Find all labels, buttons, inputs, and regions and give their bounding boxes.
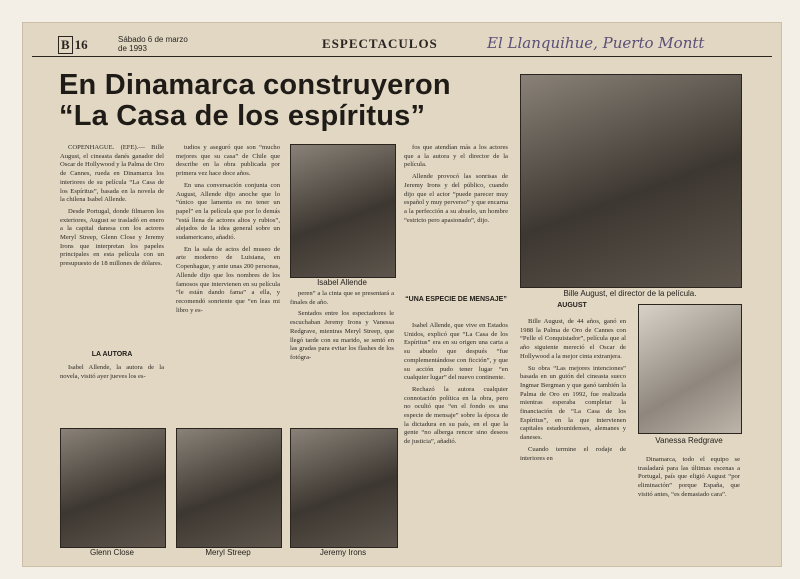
subhead-la-autora: LA AUTORA — [91, 351, 133, 358]
page-letter: B — [58, 36, 73, 54]
article-column-6 — [638, 456, 740, 503]
article-column-3 — [290, 290, 394, 366]
photo-bille-august — [520, 74, 742, 288]
article-paragraph: Isabel Allende, que vive en Estados Unidos, explicó que “La Casa de los Espíritus” era en su origen una carta a su abuelo que después “fue complementándose con ficción”, y que su acción pudo tener lugar “en cualquier lugar” del nuevo continente. — [404, 322, 508, 382]
page-number — [58, 36, 88, 54]
article-paragraph: Dinamarca, todo el equipo se trasladará para las últimas escenas a Portugal, país que eligió August “por eliminación” porque España, que visitó antes, “es demasiado cara”. — [638, 456, 740, 498]
caption-vanessa-redgrave: Vanessa Redgrave — [655, 436, 723, 445]
photo-glenn-close — [60, 428, 166, 548]
subhead-august: AUGUST — [557, 302, 587, 309]
caption-glenn-close: Glenn Close — [89, 548, 135, 557]
headline-line-2: “La Casa de los espíritus” — [59, 100, 426, 132]
article-column-1 — [60, 144, 164, 272]
article-paragraph: Rechazó la autora cualquier connotación política en la obra, pero no ocultó que “en el fondo es una especie de mensaje” sobre la época de la dictadura en su país, en el que la gente “no alberga rencor sino deseos de justicia”, añadió. — [404, 385, 508, 446]
article-column-4-continued — [404, 322, 508, 450]
article-paragraph: Bille August, de 44 años, ganó en 1988 la Palma de Oro de Cannes con “Pelle el Conquistador”, película que al año siguiente mereció el Oscar de Hollywood a la mejor cinta extranjera. — [520, 318, 626, 360]
article-column-1-continued — [60, 364, 164, 384]
newspaper-clipping — [22, 22, 782, 567]
issue-date: Sábado 6 de marzo de 1993 — [118, 35, 188, 53]
article-column-5 — [520, 318, 626, 466]
photo-jeremy-irons — [290, 428, 398, 548]
headline-line-1: En Dinamarca construyeron — [59, 69, 451, 101]
article-paragraph: Cuando termine el rodaje de interiores en — [520, 445, 626, 462]
article-paragraph: Desde Portugal, donde filmaron los exteriores, August se trasladó en enero a la capital danesa con los actores Meryl Streep, Glenn Close y Jeremy Irons que interpretan los papeles principales en esta película con un presupuesto de 18 millones de dólares. — [60, 207, 164, 268]
page-header — [32, 34, 772, 57]
article-paragraph: fos que atendían más a los actores que a la autora y el director de la película. — [404, 144, 508, 169]
headline — [59, 70, 529, 132]
photo-vanessa-redgrave — [638, 304, 742, 434]
caption-isabel-allende: Isabel Allende — [317, 278, 367, 287]
article-paragraph: tudios y aseguró que son “mucho mejores que su casa” de Chile que describe en la obra publicada por primera vez hace doce años. — [176, 144, 280, 178]
caption-meryl-streep: Meryl Streep — [205, 548, 251, 557]
article-paragraph: En la sala de actos del museo de arte moderno de Luisiana, en Copenhague, y ante unas 200 personas, Allende dijo que los nombres de los famosos que intervienen en su película “le están dando fama” a ella, y recomendó sonriente que “en leas mi libro y es- — [176, 245, 280, 314]
article-paragraph: En una conversación conjunta con August, Allende dijo anoche que lo “único que lamenta es no tener un papel” en la película que por lo demás “está llena de actores altos y rubios”, alejados de la idea general sobre un sudamericano, añadió. — [176, 181, 280, 242]
handwritten-note: El Llanquihue, Puerto Montt — [487, 34, 705, 52]
subhead-una-especie-de-mensaje: “UNA ESPECIE DE MENSAJE” — [405, 296, 507, 303]
article-paragraph: Sentados entre los espectadores le escuchaban Jeremy Irons y Vanessa Redgrave, mientras Meryl Streep, que llegó tarde con su marido, se sentó en las gradas para evitar los flashes de los fotógra- — [290, 310, 394, 361]
article-column-4 — [404, 144, 508, 228]
photo-isabel-allende — [290, 144, 396, 278]
photo-meryl-streep — [176, 428, 282, 548]
page-number-value: 16 — [74, 37, 88, 52]
caption-jeremy-irons: Jeremy Irons — [319, 548, 367, 557]
article-column-2 — [176, 144, 280, 318]
article-paragraph: COPENHAGUE. (EFE).— Bille August, el cineasta danés ganador del Oscar de Hollywood y la Palma de Oro de Cannes, rueda en Dinamarca los interiores de su película “La Casa de los Espíritus”, basada en la novela de la chilena Isabel Allende. — [60, 144, 164, 204]
caption-bille-august: Bille August, el director de la película. — [563, 289, 697, 298]
section-name: ESPECTACULOS — [322, 36, 438, 51]
article-paragraph: Allende provocó las sonrisas de Jeremy Irons y del público, cuando dijo que el actor “puede parecer muy español y muy perverso” y que encarna a la perfección a su abuelo, un hombre “estricto pero apasionado”, dijo. — [404, 173, 508, 224]
article-paragraph: peren” a la cinta que se presentará a finales de año. — [290, 290, 394, 306]
article-paragraph: Su obra “Las mejores intenciones” basada en un guión del cineasta sueco Ingmar Bergman y que ganó también la Palma de Oro en 1992, fue realizada mientras esperaba completar la financiación de “La Casa de los Espíritus”, en la que intervienen capitales estadounidenses, alemanes y daneses. — [520, 364, 626, 442]
article-paragraph: Isabel Allende, la autora de la novela, visitó ayer jueves los es- — [60, 364, 164, 380]
